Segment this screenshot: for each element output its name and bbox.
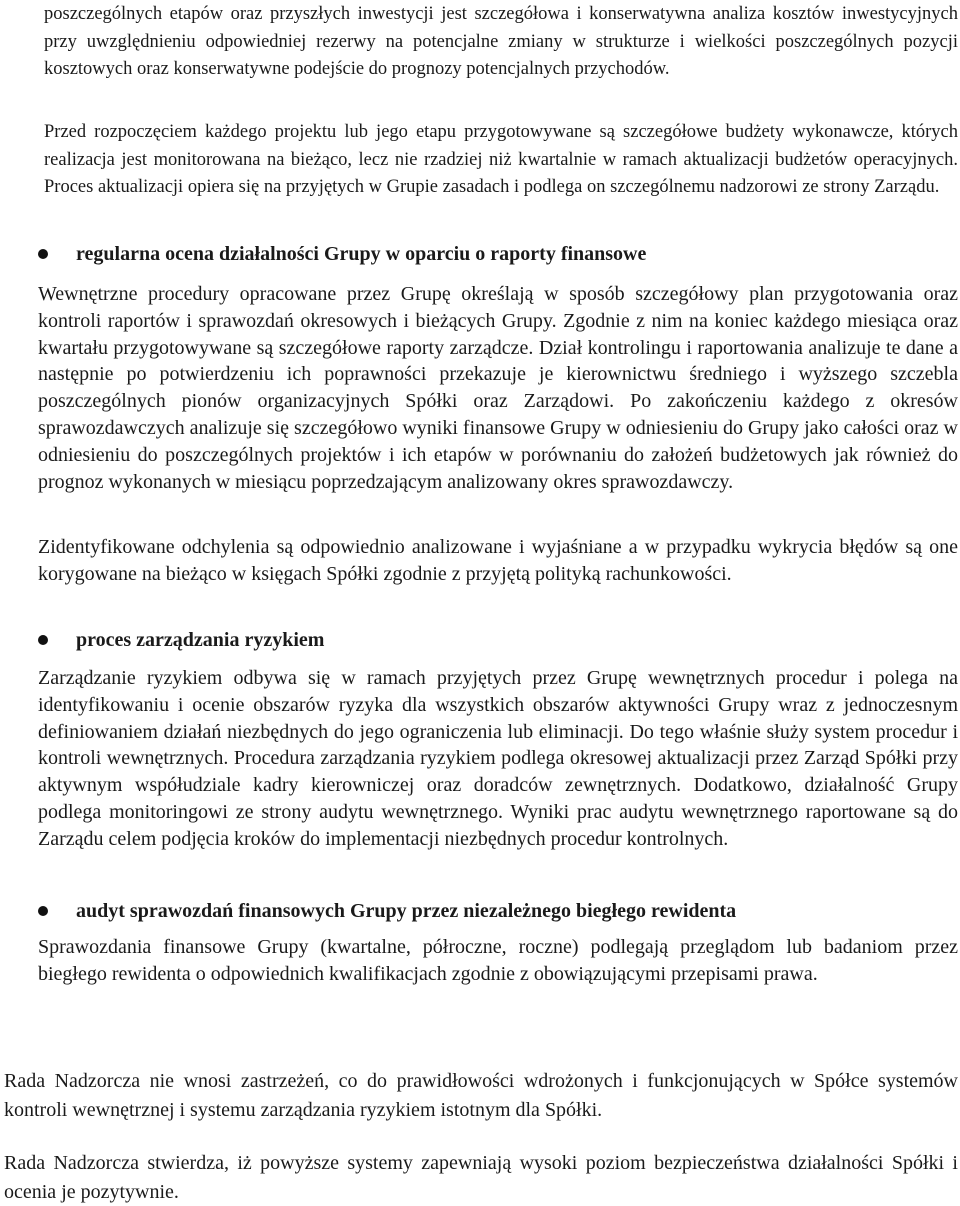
section-heading-audit: audyt sprawozdań finansowych Grupy przez niezależnego biegłego rewidenta (76, 900, 737, 922)
paragraph-audit: Sprawozdania finansowe Grupy (kwartalne, półroczne, roczne) podlegają przeglądom lub badaniom przez biegłego rewidenta o odpowiednich kwalifikacjach zgodnie z obowiązującymi przepisami prawa. (38, 936, 958, 985)
paragraph-reporting-procedures: Wewnętrzne procedury opracowane przez Grupę określają w sposób szczegółowy plan przygotowania oraz kontroli raportów i sprawozdań okresowych i bieżących Grupy. Zgodnie z nim na koniec każdego miesiąca oraz kwartału przygotowywane są szczegółowe raporty zarządcze. Dział kontrolingu i raportowania analizuje te dane a następnie po potwierdzeniu ich poprawności przekazuje je kierownictwu średniego i wyższego szczebla poszczególnych pionów organizacyjnych Spółki oraz Zarządowi. Po zakończeniu każdego z okresów sprawozdawczych analizuje się szczegółowo wyniki finansowe Grupy w odniesieniu do Grupy jako całości oraz w odniesieniu do poszczególnych projektów i ich etapów w porównaniu do założeń budżetowych jak również do prognoz wykonanych w miesiącu poprzedzającym analizowany okres sprawozdawczy. (38, 283, 958, 493)
paragraph-supervisory-board-no-objections: Rada Nadzorcza nie wnosi zastrzeżeń, co do prawidłowości wdrożonych i funkcjonujących w Spółce systemów kontroli wewnętrznej i systemu zarządzania ryzykiem istotnym dla Spółki. (4, 1070, 958, 1121)
section-heading-risk-management: proces zarządzania ryzykiem (76, 629, 325, 651)
bullet-icon (38, 906, 48, 916)
paragraph-deviations: Zidentyfikowane odchylenia są odpowiednio analizowane i wyjaśniane a w przypadku wykrycia błędów są one korygowane na bieżąco w księgach Spółki zgodnie z przyjętą polityką rachunkowości. (38, 536, 958, 585)
section-heading-financial-review: regularna ocena działalności Grupy w oparciu o raporty finansowe (76, 243, 647, 265)
paragraph-risk-management: Zarządzanie ryzykiem odbywa się w ramach przyjętych przez Grupę wewnętrznych procedur i polega na identyfikowaniu i ocenie obszarów ryzyka dla wszystkich obszarów aktywności Grupy wraz z jednoczesnym definiowaniem działań niezbędnych do jego ograniczenia lub eliminacji. Do tego właśnie służy system procedur i kontroli wewnętrznych. Procedura zarządzania ryzykiem podlega okresowej aktualizacji przez Zarząd Spółki przy aktywnym współudziale kadry kierowniczej oraz doradców zewnętrznych. Dodatkowo, działalność Grupy podlega monitoringowi ze strony audytu wewnętrznego. Wyniki prac audytu wewnętrznego raportowane są do Zarządu celem podjęcia kroków do implementacji niezbędnych procedur kontrolnych. (38, 667, 958, 850)
bullet-icon (38, 635, 48, 645)
paragraph-supervisory-board-assessment: Rada Nadzorcza stwierdza, iż powyższe systemy zapewniają wysoki poziom bezpieczeństwa działalności Spółki i ocenia je pozytywnie. (4, 1152, 958, 1203)
bullet-icon (38, 249, 48, 259)
bullet-item-audit (38, 898, 958, 926)
paragraph-investment-analysis: poszczególnych etapów oraz przyszłych inwestycji jest szczegółowa i konserwatywna analiza kosztów inwestycyjnych przy uwzględnieniu odpowiedniej rezerwy na potencjalne zmiany w strukturze i wielkości poszczególnych pozycji kosztowych oraz konserwatywne podejście do prognozy potencjalnych przychodów. (44, 4, 958, 79)
bullet-item-risk-management (38, 627, 958, 655)
bullet-item-financial-review (38, 241, 958, 269)
paragraph-budgets: Przed rozpoczęciem każdego projektu lub jego etapu przygotowywane są szczegółowe budżety wykonawcze, których realizacja jest monitorowana na bieżąco, lecz nie rzadziej niż kwartalnie w ramach aktualizacji budżetów operacyjnych. Proces aktualizacji opiera się na przyjętych w Grupie zasadach i podlega on szczególnemu nadzorowi ze strony Zarządu. (44, 122, 958, 197)
